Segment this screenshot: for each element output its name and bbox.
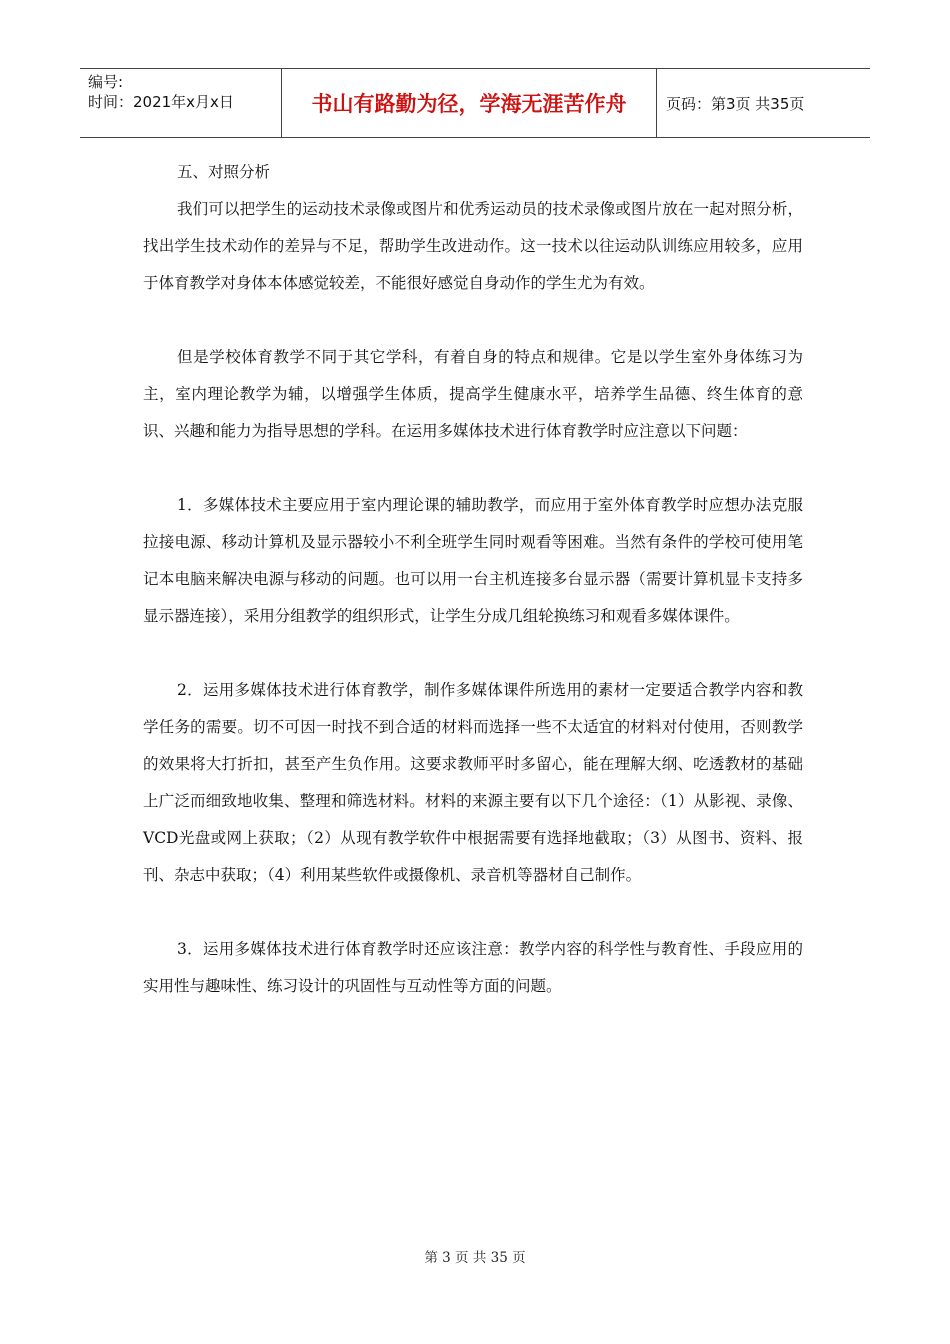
document-date: 时间：2021年x月x日 — [88, 93, 234, 111]
document-number-label: 编号: — [88, 73, 124, 91]
document-body — [143, 154, 803, 1005]
paragraph: 2．运用多媒体技术进行体育教学，制作多媒体课件所选用的素材一定要适合教学内容和教学任务的需要。切不可因一时找不到合适的材料而选择一些不太适宜的材料对付使用，否则教学的效果将大打折扣，甚至产生负作用。这要求教师平时多留心，能在理解大纲、吃透教材的基础上广泛而细致地收集、整理和筛选材料。材料的来源主要有以下几个途径：（1）从影视、录像、VCD光盘或网上获取；（2）从现有教学软件中根据需要有选择地截取；（3）从图书、资料、报刊、杂志中获取；（4）利用某些软件或摄像机、录音机等器材自己制作。 — [143, 681, 803, 884]
paragraph: 3．运用多媒体技术进行体育教学时还应该注意：教学内容的科学性与教育性、手段应用的实用性与趣味性、练习设计的巩固性与互动性等方面的问题。 — [143, 940, 803, 995]
paragraph: 1．多媒体技术主要应用于室内理论课的辅助教学，而应用于室外体育教学时应想办法克服拉接电源、移动计算机及显示器较小不利全班学生同时观看等困难。当然有条件的学校可使用笔记本电脑来解决电源与移动的问题。也可以用一台主机连接多台显示器（需要计算机显卡支持多显示器连接），采用分组教学的组织形式，让学生分成几组轮换练习和观看多媒体课件。 — [143, 496, 803, 625]
section-heading: 五、对照分析 — [177, 163, 271, 181]
header-motto: 书山有路勤为径，学海无涯苦作舟 — [282, 69, 657, 137]
page-footer: 第 3 页 共 35 页 — [424, 1250, 526, 1266]
header-page-info: 页码：第3页 共35页 — [666, 94, 805, 113]
page-header — [80, 68, 870, 138]
paragraph: 我们可以把学生的运动技术录像或图片和优秀运动员的技术录像或图片放在一起对照分析，找出学生技术动作的差异与不足，帮助学生改进动作。这一技术以往运动队训练应用较多，应用于体育教学对身体本体感觉较差，不能很好感觉自身动作的学生尤为有效。 — [143, 200, 803, 292]
paragraph: 但是学校体育教学不同于其它学科，有着自身的特点和规律。它是以学生室外身体练习为主，室内理论教学为辅，以增强学生体质，提高学生健康水平，培养学生品德、终生体育的意识、兴趣和能力为指导思想的学科。在运用多媒体技术进行体育教学时应注意以下问题： — [143, 348, 803, 440]
header-meta — [80, 69, 282, 137]
